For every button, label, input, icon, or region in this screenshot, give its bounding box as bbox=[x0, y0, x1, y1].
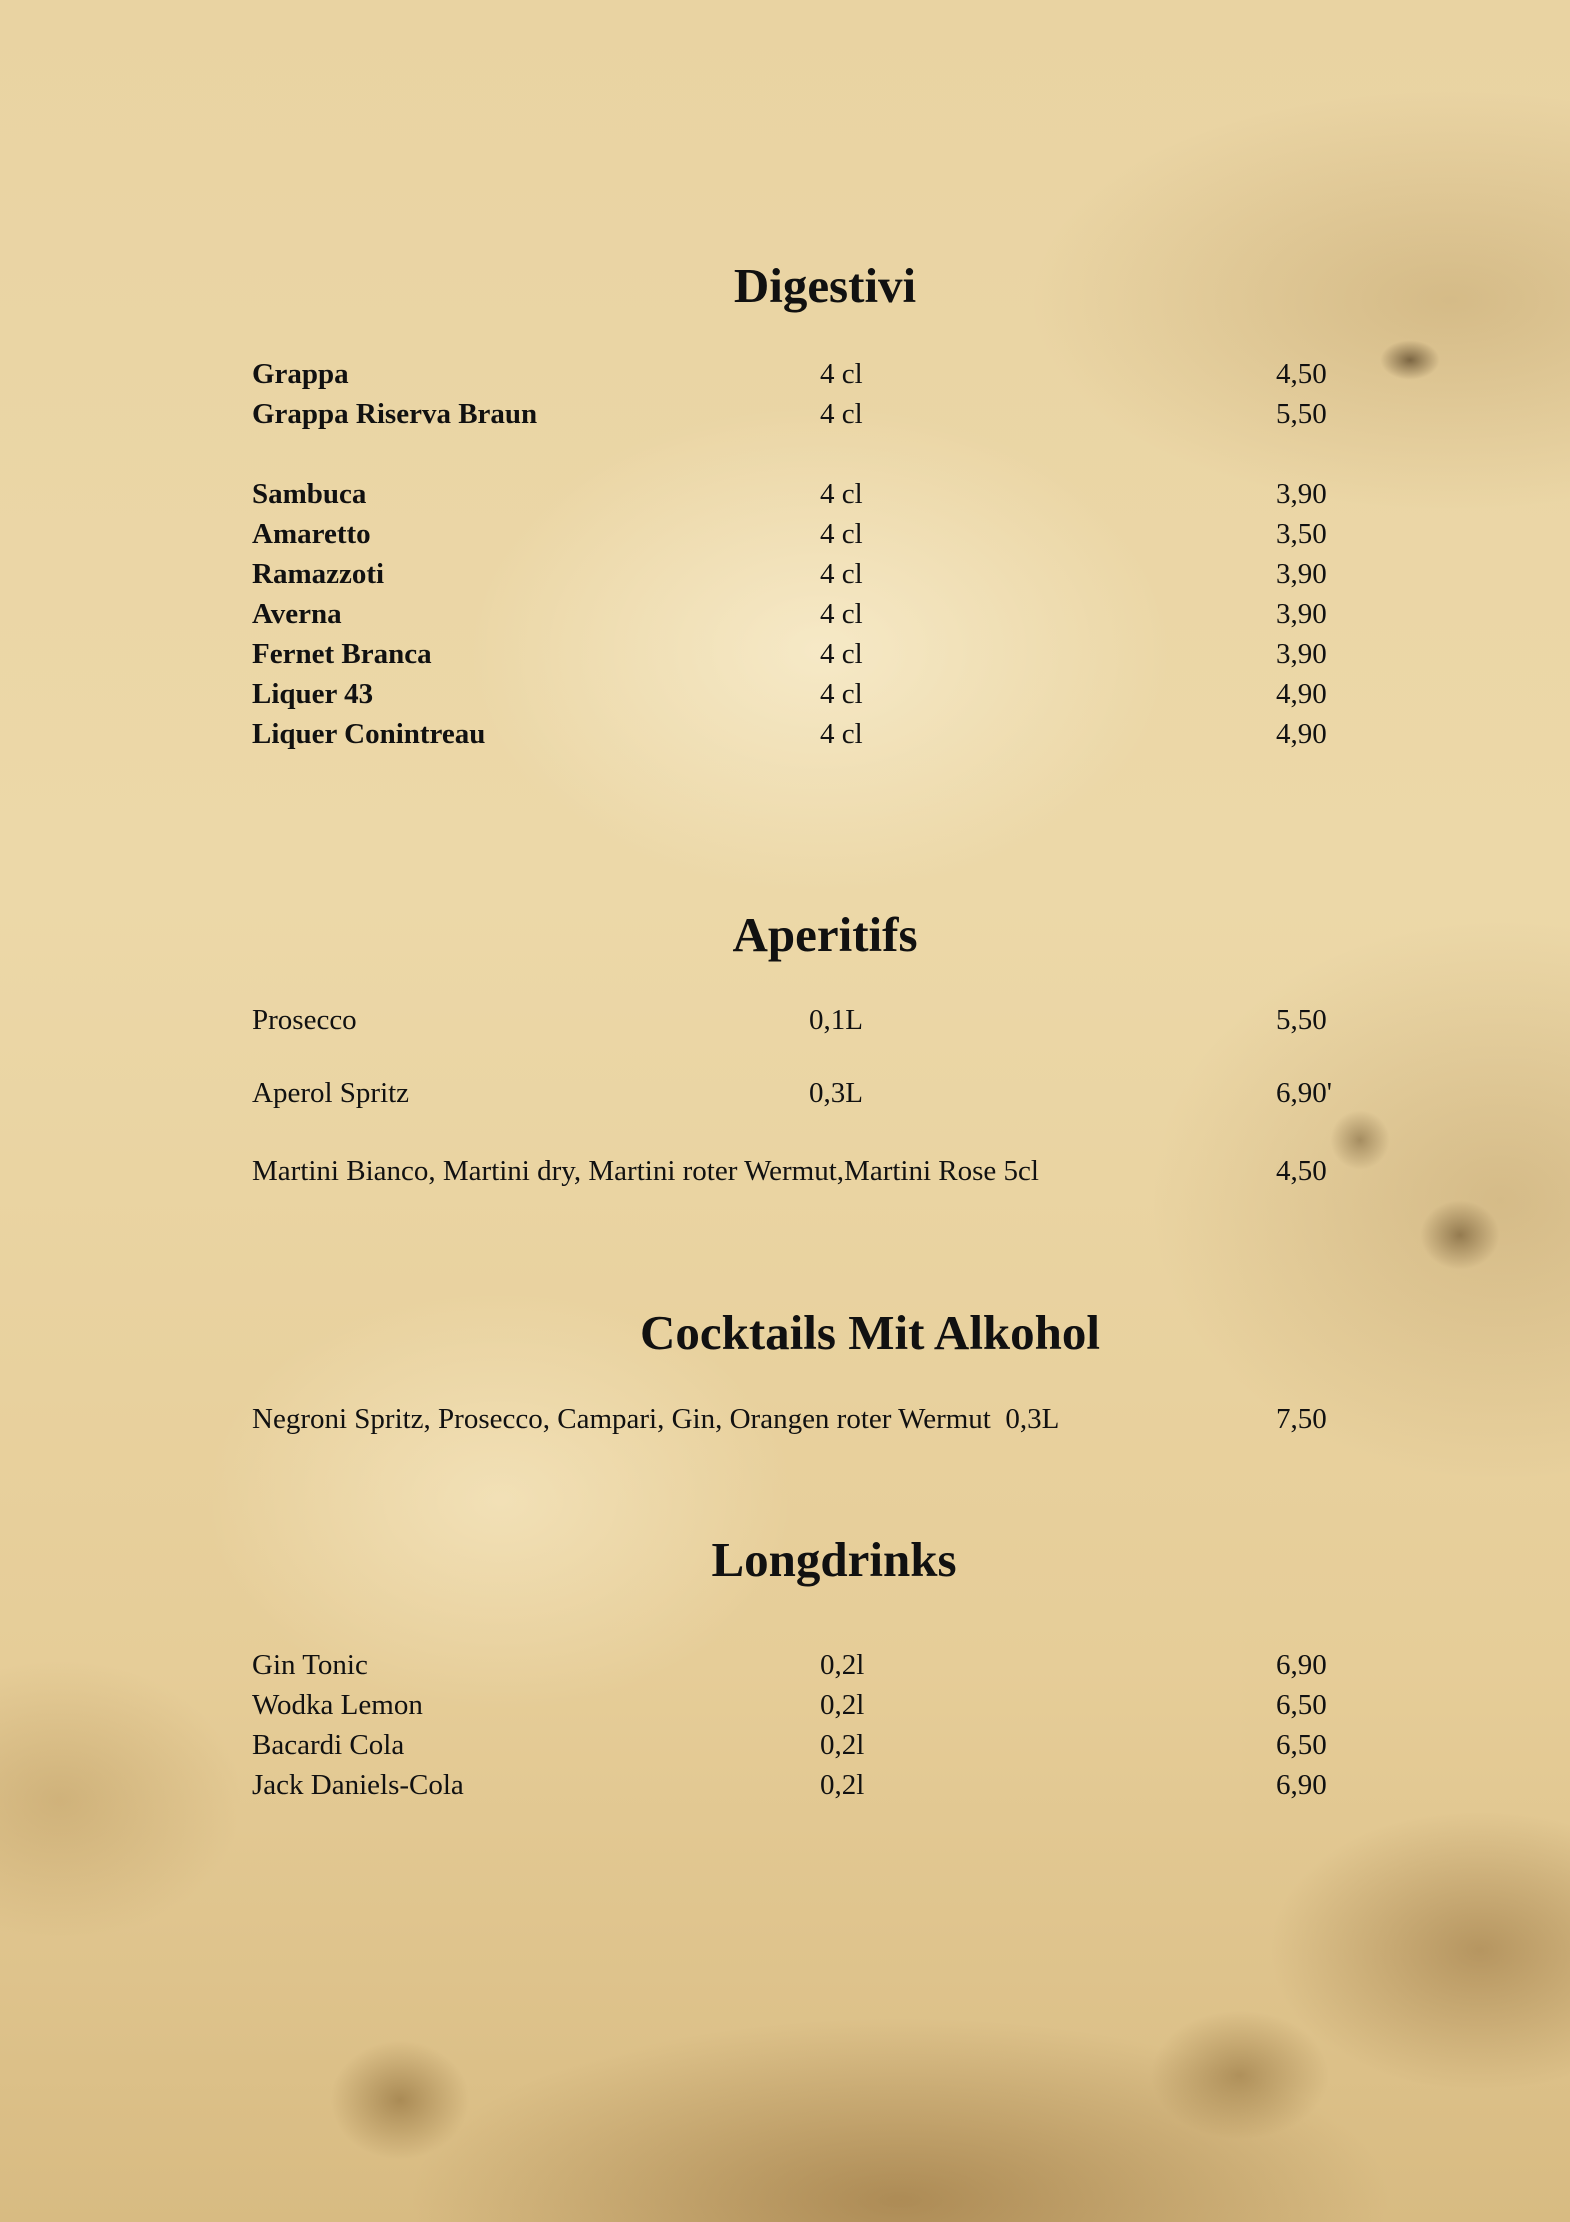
menu-item bbox=[252, 1399, 1352, 1439]
item-size: 4 cl bbox=[820, 678, 863, 710]
item-size: 0,2l bbox=[820, 1689, 865, 1721]
menu-item bbox=[252, 1685, 1352, 1725]
item-price: 6,90 bbox=[1276, 1649, 1327, 1681]
section-title-digestivi: Digestivi bbox=[733, 258, 917, 313]
item-name: Ramazzoti bbox=[252, 558, 385, 590]
menu-item bbox=[252, 474, 1352, 514]
menu-item bbox=[252, 674, 1352, 714]
item-price: 6,50 bbox=[1276, 1729, 1327, 1761]
paper-stain bbox=[1380, 340, 1440, 380]
item-price: 7,50 bbox=[1276, 1403, 1327, 1435]
item-size: 4 cl bbox=[820, 598, 863, 630]
item-size: 0,2l bbox=[820, 1769, 865, 1801]
item-size: 0,3L bbox=[809, 1077, 863, 1109]
menu-item bbox=[252, 554, 1352, 594]
item-name: Martini Bianco, Martini dry, Martini roter Wermut,Martini Rose 5cl bbox=[252, 1155, 1039, 1187]
section-title-longdrinks: Longdrinks bbox=[711, 1532, 957, 1587]
paper-stain bbox=[1420, 1200, 1500, 1270]
item-name: Aperol Spritz bbox=[252, 1077, 410, 1109]
menu-item bbox=[252, 594, 1352, 634]
item-name: Fernet Branca bbox=[252, 638, 432, 670]
menu-item bbox=[252, 1073, 1352, 1113]
menu-item bbox=[252, 714, 1352, 754]
item-price: 3,90 bbox=[1276, 478, 1327, 510]
item-price: 4,90 bbox=[1276, 678, 1327, 710]
item-size: 4 cl bbox=[820, 358, 863, 390]
menu-item bbox=[252, 634, 1352, 674]
item-size: 4 cl bbox=[820, 398, 863, 430]
item-name: Negroni Spritz, Prosecco, Campari, Gin, Orangen roter Wermut 0,3L bbox=[252, 1403, 1060, 1435]
item-price: 3,90 bbox=[1276, 598, 1327, 630]
item-name: Liquer 43 bbox=[252, 678, 374, 710]
item-price: 3,50 bbox=[1276, 518, 1327, 550]
item-price: 6,90' bbox=[1276, 1077, 1332, 1109]
menu-item bbox=[252, 514, 1352, 554]
item-price: 5,50 bbox=[1276, 1004, 1327, 1036]
item-size: 4 cl bbox=[820, 558, 863, 590]
menu-item bbox=[252, 1725, 1352, 1765]
item-name: Grappa bbox=[252, 358, 349, 390]
item-size: 0,1L bbox=[809, 1004, 863, 1036]
item-name: Grappa Riserva Braun bbox=[252, 398, 538, 430]
menu-item bbox=[252, 1151, 1352, 1191]
item-price: 3,90 bbox=[1276, 638, 1327, 670]
item-price: 5,50 bbox=[1276, 398, 1327, 430]
item-price: 6,50 bbox=[1276, 1689, 1327, 1721]
item-price: 6,90 bbox=[1276, 1769, 1327, 1801]
section-title-cocktails: Cocktails Mit Alkohol bbox=[639, 1305, 1101, 1360]
item-size: 0,2l bbox=[820, 1649, 865, 1681]
item-size: 4 cl bbox=[820, 638, 863, 670]
paper-stain bbox=[330, 2040, 470, 2160]
paper-stain bbox=[1150, 2010, 1330, 2140]
item-price: 4,50 bbox=[1276, 358, 1327, 390]
item-size: 4 cl bbox=[820, 478, 863, 510]
item-name: Prosecco bbox=[252, 1004, 357, 1036]
item-name: Liquer Conintreau bbox=[252, 718, 486, 750]
item-name: Averna bbox=[252, 598, 342, 630]
item-name: Gin Tonic bbox=[252, 1649, 368, 1681]
item-name: Wodka Lemon bbox=[252, 1689, 423, 1721]
menu-item bbox=[252, 394, 1352, 434]
item-size: 4 cl bbox=[820, 518, 863, 550]
item-price: 4,90 bbox=[1276, 718, 1327, 750]
item-price: 4,50 bbox=[1276, 1155, 1327, 1187]
section-title-aperitifs: Aperitifs bbox=[732, 907, 918, 962]
menu-item bbox=[252, 354, 1352, 394]
item-name: Sambuca bbox=[252, 478, 367, 510]
item-name: Amaretto bbox=[252, 518, 371, 550]
menu-item bbox=[252, 1645, 1352, 1685]
menu-item bbox=[252, 1000, 1352, 1040]
item-size: 0,2l bbox=[820, 1729, 865, 1761]
item-name: Bacardi Cola bbox=[252, 1729, 405, 1761]
item-price: 3,90 bbox=[1276, 558, 1327, 590]
item-name: Jack Daniels-Cola bbox=[252, 1769, 464, 1801]
item-size: 4 cl bbox=[820, 718, 863, 750]
menu-item bbox=[252, 1765, 1352, 1805]
